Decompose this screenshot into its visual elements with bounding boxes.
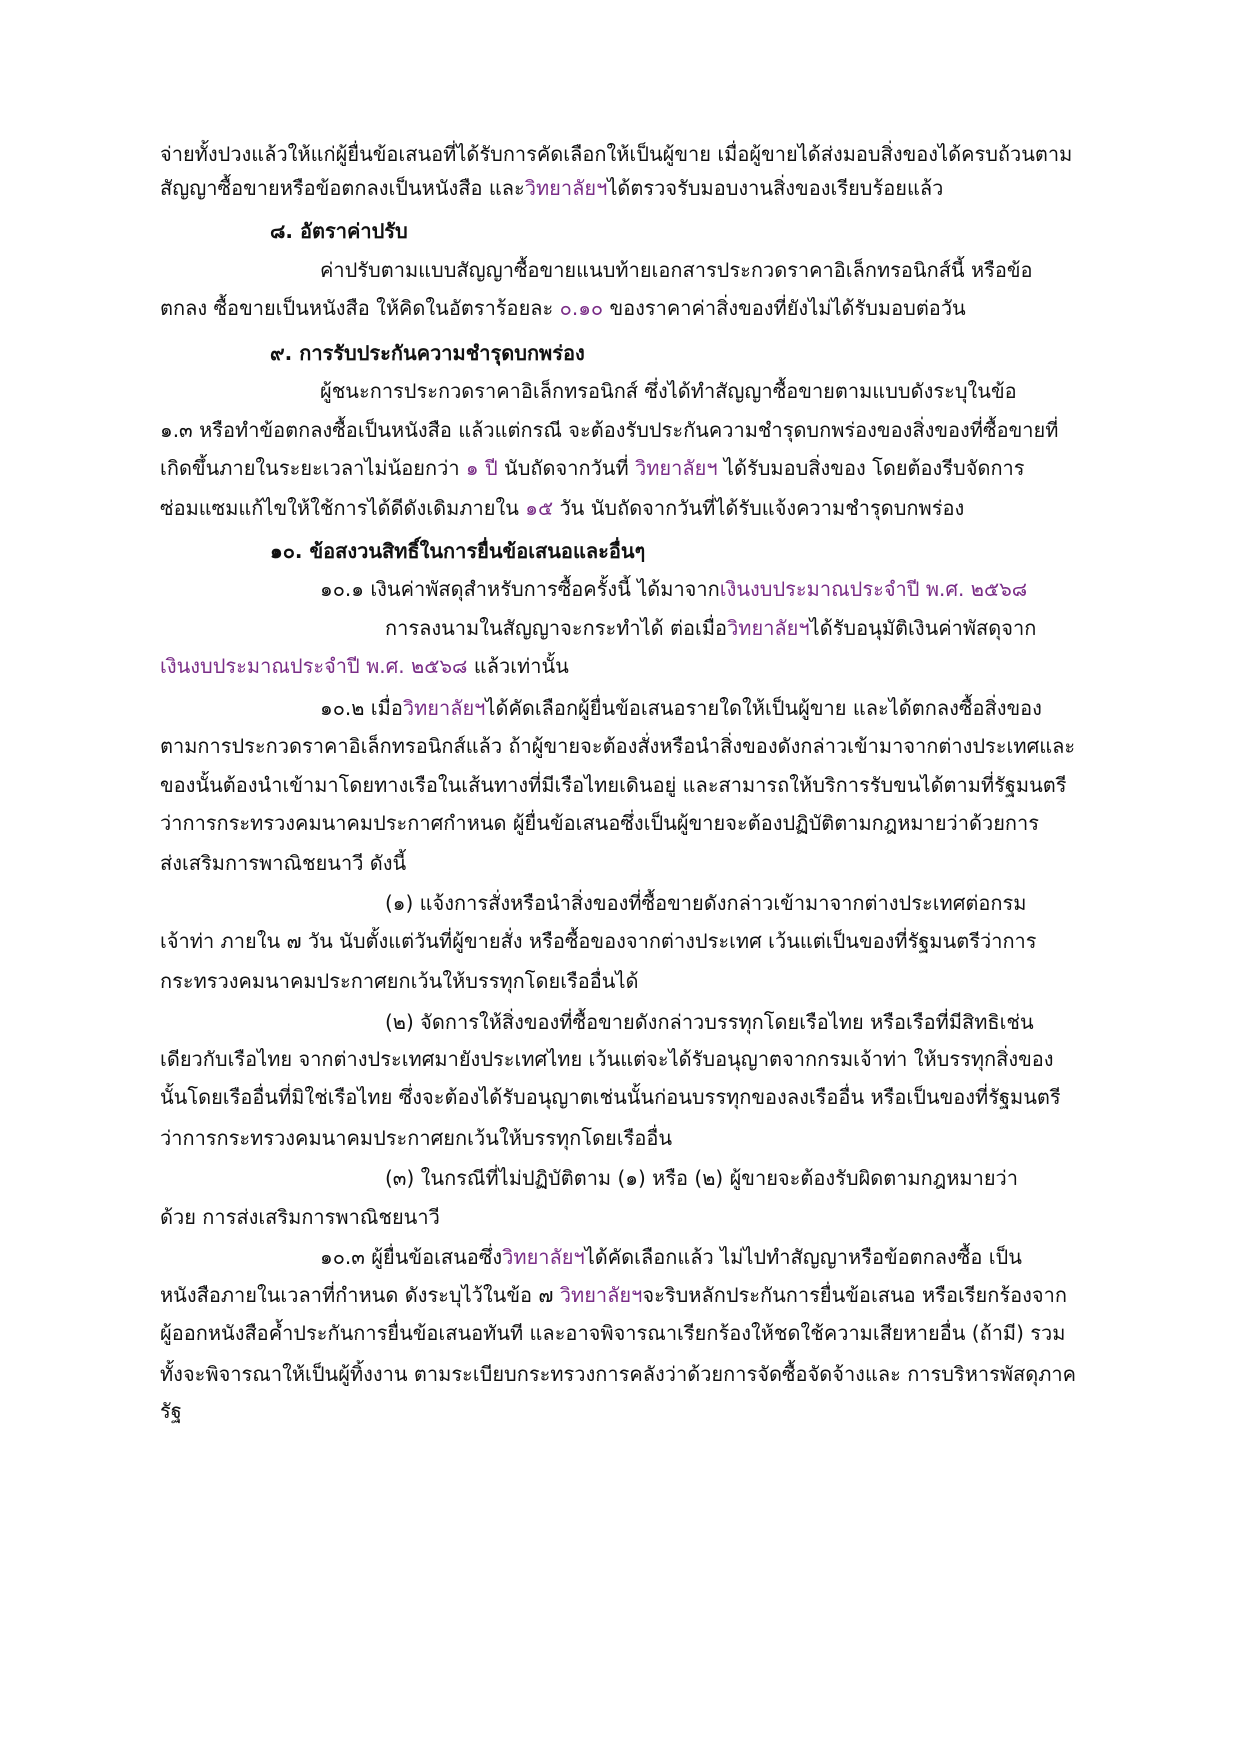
text-segment: ได้รับอนุมัติเงินค่าพัสดุจาก: [809, 616, 1037, 640]
text-segment: ๑๐.๒ เมื่อ: [320, 696, 403, 720]
text-line: [160, 650, 569, 682]
text-line: [385, 612, 1036, 644]
highlighted-text: ๐.๑๐: [559, 296, 604, 320]
text-segment: ตามการประกวดราคาอิเล็กทรอนิกส์แล้ว ถ้าผู้ขายจะต้องสั่งหรือนำสิ่งของดังกล่าวเข้ามาจากต่างประเทศและ: [160, 734, 1076, 758]
text-segment: ๙. การรับประกันความชำรุดบกพร่อง: [270, 341, 585, 365]
text-segment: นั้นโดยเรืออื่นที่มิใช่เรือไทย ซึ่งจะต้องได้รับอนุญาตเช่นนั้นก่อนบรรทุกของลงเรืออื่น หรือเป็นของที่รัฐมนตรี: [160, 1085, 1061, 1109]
text-line: [160, 172, 943, 204]
section-heading: [270, 215, 408, 247]
text-segment: ๑๐. ข้อสงวนสิทธิ์ในการยื่นข้อเสนอและอื่นๆ: [270, 539, 646, 563]
highlighted-text: เงินงบประมาณประจำปี พ.ศ. ๒๕๖๘: [719, 577, 1028, 601]
text-segment: ผู้ชนะการประกวดราคาอิเล็กทรอนิกส์ ซึ่งได้ทำสัญญาซื้อขายตามแบบดังระบุในข้อ: [320, 379, 1017, 403]
text-line: [160, 1122, 672, 1154]
text-line: [385, 1162, 1018, 1194]
text-segment: สัญญาซื้อขายหรือข้อตกลงเป็นหนังสือ และ: [160, 176, 525, 200]
text-line: [160, 1279, 1067, 1311]
text-segment: ๑๐.๑ เงินค่าพัสดุสำหรับการซื้อครั้งนี้ ได้มาจาก: [320, 577, 720, 601]
text-line: [160, 1358, 1076, 1390]
text-line: [385, 1006, 1034, 1038]
highlighted-text: วิทยาลัยฯ: [402, 696, 486, 720]
text-segment: จะริบหลักประกันการยื่นข้อเสนอ หรือเรียกร้องจาก: [642, 1283, 1067, 1307]
text-segment: ได้คัดเลือกผู้ยื่นข้อเสนอรายใดให้เป็นผู้ขาย และได้ตกลงซื้อสิ่งของ: [485, 696, 1042, 720]
text-segment: รัฐ: [160, 1399, 182, 1423]
text-line: [160, 1201, 440, 1233]
text-line: [320, 692, 1042, 724]
text-segment: ทั้งจะพิจารณาให้เป็นผู้ทิ้งงาน ตามระเบียบกระทรวงการคลังว่าด้วยการจัดซื้อจัดจ้างและ การบริหารพัสดุภาค: [160, 1362, 1077, 1386]
text-line: [160, 965, 639, 997]
text-segment: ได้รับมอบสิ่งของ โดยต้องรีบจัดการ: [717, 456, 1025, 480]
text-line: [160, 1081, 1061, 1113]
text-segment: วัน นับถัดจากวันที่ได้รับแจ้งความชำรุดบกพร่อง: [553, 496, 965, 520]
text-line: [320, 375, 1017, 407]
text-segment: ๑.๓ หรือทำข้อตกลงซื้อเป็นหนังสือ แล้วแต่กรณี จะต้องรับประกันความชำรุดบกพร่องของสิ่งของที่ซื้อขายที่: [160, 418, 1059, 442]
text-line: [320, 573, 1027, 605]
text-line: [160, 847, 406, 879]
text-line: [160, 452, 1025, 484]
text-segment: ตกลง ซื้อขายเป็นหนังสือ ให้คิดในอัตราร้อยละ: [160, 296, 560, 320]
text-segment: ของราคาค่าสิ่งของที่ยังไม่ได้รับมอบต่อวัน: [603, 296, 966, 320]
highlighted-text: ๑ ปี: [465, 456, 498, 480]
text-segment: ผู้ออกหนังสือค้ำประกันการยื่นข้อเสนอทันที และอาจพิจารณาเรียกร้องให้ชดใช้ความเสียหายอื่น (ถ้ามี) รวม: [160, 1321, 1066, 1345]
section-heading: [270, 337, 585, 369]
text-segment: เดียวกับเรือไทย จากต่างประเทศมายังประเทศไทย เว้นแต่จะได้รับอนุญาตจากกรมเจ้าท่า ให้บรรทุกสิ่งของ: [160, 1047, 1054, 1071]
text-segment: (๒) จัดการให้สิ่งของที่ซื้อขายดังกล่าวบรรทุกโดยเรือไทย หรือเรือที่มีสิทธิเช่น: [385, 1010, 1034, 1034]
text-segment: ซ่อมแซมแก้ไขให้ใช้การได้ดีดังเดิมภายใน: [160, 496, 526, 520]
text-segment: กระทรวงคมนาคมประกาศยกเว้นให้บรรทุกโดยเรืออื่นได้: [160, 969, 639, 993]
text-line: [160, 769, 1067, 801]
text-segment: ๑๐.๓ ผู้ยื่นข้อเสนอซึ่ง: [320, 1245, 503, 1269]
text-line: [160, 492, 964, 524]
text-segment: เกิดขึ้นภายในระยะเวลาไม่น้อยกว่า: [160, 456, 466, 480]
text-line: [160, 292, 966, 324]
highlighted-text: เงินงบประมาณประจำปี พ.ศ. ๒๕๖๘: [160, 654, 468, 678]
text-line: [320, 254, 1033, 286]
text-segment: ได้คัดเลือกแล้ว ไม่ไปทำสัญญาหรือข้อตกลงซื้อ เป็น: [584, 1245, 1022, 1269]
text-segment: ๘. อัตราค่าปรับ: [270, 219, 408, 243]
text-line: [160, 138, 1072, 170]
text-segment: ค่าปรับตามแบบสัญญาซื้อขายแนบท้ายเอกสารประกวดราคาอิเล็กทรอนิกส์นี้ หรือข้อ: [320, 258, 1033, 282]
text-segment: ของนั้นต้องนำเข้ามาโดยทางเรือในเส้นทางที่มีเรือไทยเดินอยู่ และสามารถให้บริการรับขนได้ตามที่รัฐมนตรี: [160, 773, 1067, 797]
section-heading: [270, 535, 645, 567]
text-segment: ว่าการกระทรวงคมนาคมประกาศกำหนด ผู้ยื่นข้อเสนอซึ่งเป็นผู้ขายจะต้องปฏิบัติตามกฎหมายว่าด้วยการ: [160, 811, 1040, 835]
text-segment: ได้ตรวจรับมอบงานสิ่งของเรียบร้อยแล้ว: [607, 176, 944, 200]
text-line: [160, 1395, 182, 1427]
text-line: [160, 1317, 1065, 1349]
highlighted-text: ๑๕: [525, 496, 554, 520]
text-segment: ว่าการกระทรวงคมนาคมประกาศยกเว้นให้บรรทุกโดยเรืออื่น: [160, 1126, 673, 1150]
text-line: [320, 1241, 1022, 1273]
text-segment: นับถัดจากวันที่: [497, 456, 635, 480]
text-line: [160, 1043, 1054, 1075]
text-segment: จ่ายทั้งปวงแล้วให้แก่ผู้ยื่นข้อเสนอที่ได้รับการคัดเลือกให้เป็นผู้ขาย เมื่อผู้ขายได้ส่งมอบสิ่งของได้ครบถ้วนตาม: [160, 142, 1073, 166]
highlighted-text: วิทยาลัยฯ: [635, 456, 718, 480]
text-segment: ด้วย การส่งเสริมการพาณิชยนาวี: [160, 1205, 440, 1229]
highlighted-text: วิทยาลัยฯ: [502, 1245, 585, 1269]
text-line: [160, 414, 1058, 446]
text-segment: เจ้าท่า ภายใน ๗ วัน นับตั้งแต่วันที่ผู้ขายสั่ง หรือซื้อของจากต่างประเทศ เว้นแต่เป็นของที่รัฐมนตรีว่าการ: [160, 929, 1037, 953]
text-segment: หนังสือภายในเวลาที่กำหนด ดังระบุไว้ในข้อ ๗: [160, 1283, 560, 1307]
text-line: [385, 887, 1026, 919]
text-segment: แล้วเท่านั้น: [467, 654, 569, 678]
text-line: [160, 730, 1075, 762]
text-segment: (๓) ในกรณีที่ไม่ปฏิบัติตาม (๑) หรือ (๒) ผู้ขายจะต้องรับผิดตามกฎหมายว่า: [385, 1166, 1018, 1190]
text-line: [160, 807, 1039, 839]
text-line: [160, 925, 1037, 957]
text-segment: ส่งเสริมการพาณิชยนาวี ดังนี้: [160, 851, 407, 875]
text-segment: การลงนามในสัญญาจะกระทำได้ ต่อเมื่อ: [385, 616, 728, 640]
highlighted-text: วิทยาลัยฯ: [524, 176, 608, 200]
highlighted-text: วิทยาลัยฯ: [727, 616, 810, 640]
highlighted-text: วิทยาลัยฯ: [559, 1283, 643, 1307]
text-segment: (๑) แจ้งการสั่งหรือนำสิ่งของที่ซื้อขายดังกล่าวเข้ามาจากต่างประเทศต่อกรม: [385, 891, 1027, 915]
